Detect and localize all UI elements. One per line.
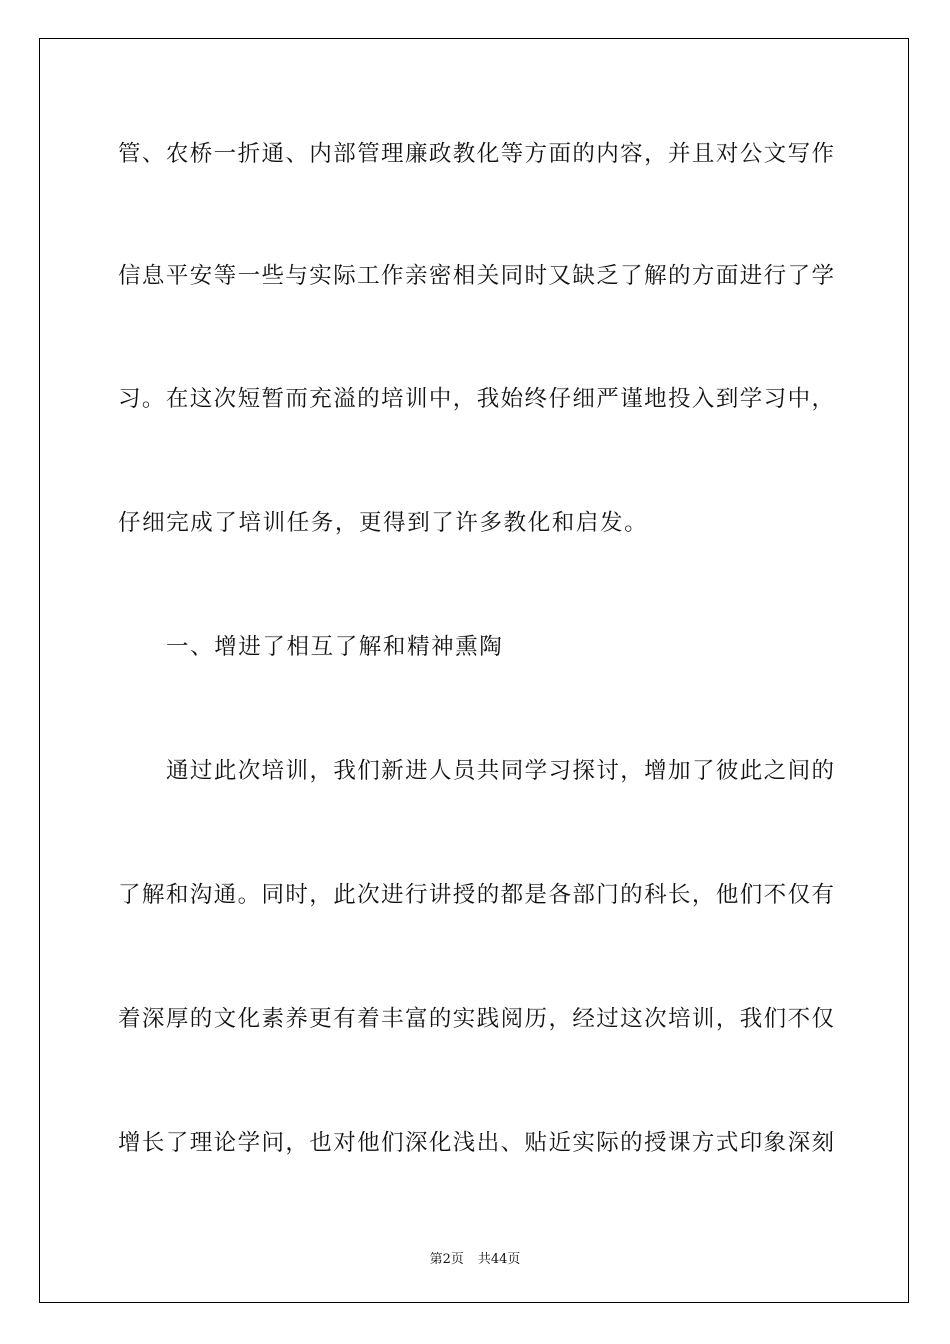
section-heading: 一、增进了相互了解和精神熏陶 [166, 634, 504, 660]
paragraph-line-7: 着深厚的文化素养更有着丰富的实践阅历，经过这次培训，我们不仅 [118, 1006, 834, 1032]
page-total: 共44页 [477, 1252, 521, 1267]
paragraph-line-8: 增长了理论学问，也对他们深化浅出、贴近实际的授课方式印象深刻 [118, 1130, 834, 1156]
page-footer [0, 1248, 950, 1267]
paragraph-line-5: 通过此次培训，我们新进人员共同学习探讨，增加了彼此之间的 [166, 758, 834, 784]
paragraph-line-2: 信息平安等一些与实际工作亲密相关同时又缺乏了解的方面进行了学 [118, 263, 834, 289]
paragraph-line-6: 了解和沟通。同时，此次进行讲授的都是各部门的科长，他们不仅有 [118, 882, 834, 908]
paragraph-line-1: 管、农桥一折通、内部管理廉政教化等方面的内容，并且对公文写作 [118, 141, 834, 167]
page-number: 第2页 [429, 1252, 464, 1267]
paragraph-line-3: 习。在这次短暂而充溢的培训中，我始终仔细严谨地投入到学习中， [118, 386, 834, 412]
paragraph-line-4: 仔细完成了培训任务，更得到了许多教化和启发。 [118, 510, 649, 536]
page-border [39, 38, 909, 1303]
